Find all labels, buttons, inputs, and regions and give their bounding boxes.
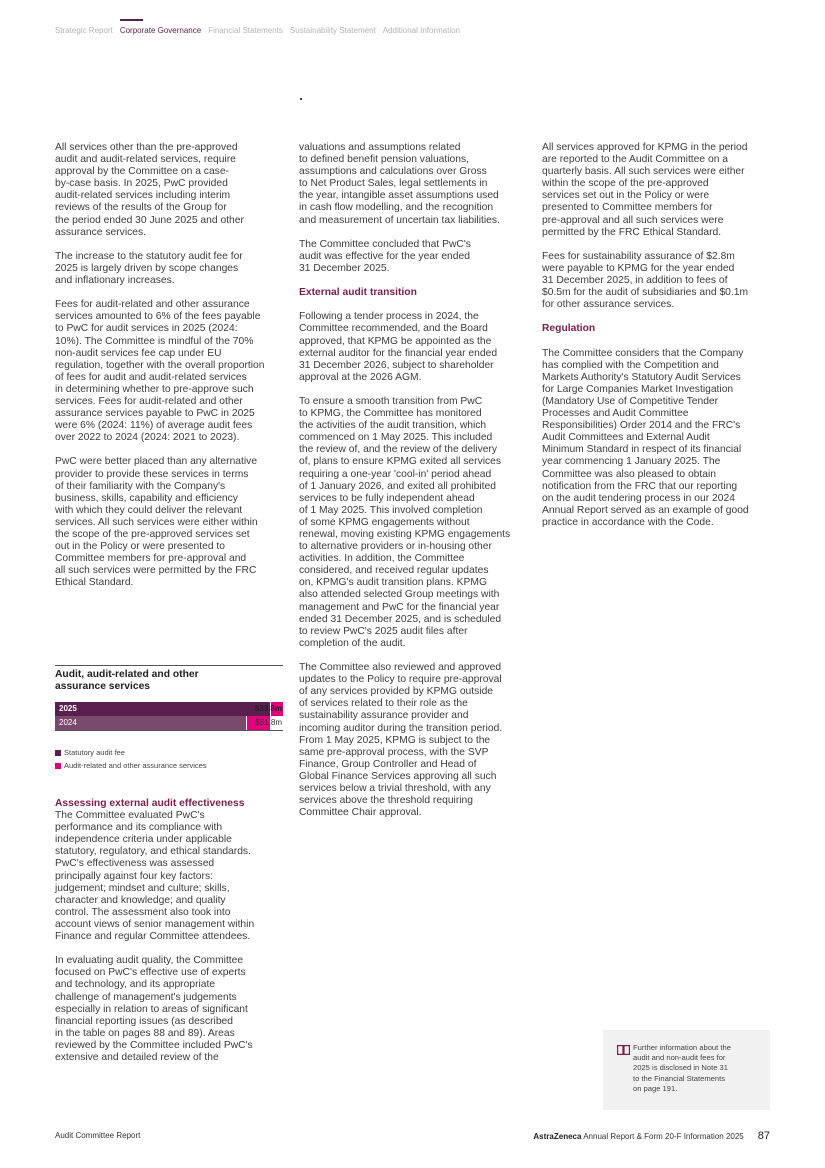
further-info-box [603,1030,770,1110]
nav-financial-statements[interactable]: Financial Statements [208,26,283,35]
page-number: 87 [757,1130,770,1142]
column-1 [55,142,291,602]
paragraph: All services approved for KPMG in the period are reported to the Audit Committee on a quarterly basis. All such services were either within the scope of the pre-approved services set out in the Policy or were presented to Committee members for pre-approval and all such services were permitted by the FRC Ethical Standard. [542,142,748,238]
legend-item-other [55,759,283,772]
nav-sustainability-statement[interactable]: Sustainability Statement [289,26,376,35]
paragraph: To ensure a smooth transition from PwC to KPMG, the Committee has monitored the activities of the audit transition, which commenced on 1 May 2025. This included the review of, and the review of the delivery of, plans to ensure KPMG exited all services requiring a one-year 'cool-in' period ahead of 1 January 2026, and exited all prohibited services to be fully independent ahead of 1 May 2025. This involved completion of some KPMG engagements without renewal, moving existing KPMG engagements to alternative providers or in-housing other activities. In addition, the Committee considered, and received regular updates on, KPMG's audit transition plans. KPMG also attended selected Group meetings with management and PwC for the financial year ended 31 December 2025, and is scheduled to review PwC's 2025 audit files after completion of the audit. [299,395,511,649]
footer-document-info [533,1130,770,1142]
nav-additional-information[interactable]: Additional Information [382,26,461,35]
footer-section-title: Audit Committee Report [55,1131,141,1140]
paragraph: Following a tender process in 2024, the Committee recommended, and the Board approved, that KPMG be appointed as the external auditor for the financial year ended 31 December 2026, subject to shareholder approval at the 2026 AGM. [299,311,498,383]
footer-doc-title: Annual Report & Form 20-F Information 2025 [583,1132,744,1141]
decorative-dot [300,98,302,100]
column-3 [542,142,774,541]
fees-chart [55,665,283,1076]
heading-assessing-effectiveness: Assessing external audit effectiveness [55,798,245,809]
legend-swatch-statutory [55,750,61,756]
book-icon [617,1042,630,1060]
legend-label-statutory: Statutory audit fee [64,748,125,757]
nav-strategic-report[interactable]: Strategic Report [55,26,113,35]
chart-bars [55,702,283,731]
paragraph: The Committee considers that the Company has complied with the Competition and Markets Authority's Statutory Audit Services for Large Companies Market Investigation (Mandatory Use of Competitive Tender Processes and Audit Committee Responsibilities) Order 2014 and the FRC's Audit Committees and External Audit Minimum Standard in respect of its financial year commencing 1 January 2025. The Committee was also pleased to obtain notification from the FRC that our reporting on the audit tendering process in our 2024 Annual Report served as an example of good practice in accordance with the Code. [542,347,749,528]
bar-row-2024 [55,716,283,730]
chart-legend [55,746,283,772]
section-nav [55,26,467,35]
paragraph: The increase to the statutory audit fee for 2025 is largely driven by scope changes and inflationary increases. [55,250,243,287]
bar-row-2025 [55,702,283,716]
paragraph: Fees for sustainability assurance of $2.8m were payable to KPMG for the year ended 31 December 2025, in addition to fees of $0.5m for the audit of subsidiaries and $0.1m for other assurance services. [542,250,749,311]
paragraph: The Committee evaluated PwC's performance and its compliance with independence criteria under applicable statutory, regulatory, and ethical standards. PwC's effectiveness was assessed principally against four key factors: judgement; mindset and culture; skills, character and knowledge; and quality control. The assessment also took into account views of senior management within Finance and regular Committee attendees. [55,810,255,943]
heading-external-audit-transition: External audit transition [299,287,417,299]
legend-swatch-other [55,763,61,769]
bar-2025-value-label: $33.8m [254,704,282,713]
further-info-text: Further information about the audit and non-audit fees for 2025 is disclosed in Note 31 to the Financial Statements on page 191. [633,1043,731,1093]
footer-brand: AstraZeneca [533,1132,582,1141]
paragraph: All services other than the pre-approved audit and audit-related services, require approval by the Committee on a case- by-case basis. In 2025, PwC provided audit-related services including interim reviews of the results of the Group for the period ended 30 June 2025 and other assurance services. [55,142,244,238]
paragraph: Fees for audit-related and other assurance services amounted to 6% of the fees payable to PwC for audit services in 2025 (2024: 10%). The Committee is mindful of the 70% non-audit services fee cap under EU regulation, together with the overall proportion of fees for audit and audit-related services in determining whether to pre-approve such services. Fees for audit-related and other assurance services payable to PwC in 2025 were 6% (2024: 11%) of average audit fees over 2022 to 2024 (2024: 2021 to 2023). [55,299,265,444]
column-1-lower [55,810,291,1064]
bar-2024-value-label: $31.8m [255,718,282,727]
paragraph: The Committee also reviewed and approved updates to the Policy to require pre-approval of any services provided by KPMG outside of services related to their role as the sustainability assurance provider and incoming auditor during the transition period. From 1 May 2025, KPMG is subject to the same pre-approval process, with the SVP Finance, Group Controller and Head of Global Finance Services approving all such services below a trivial threshold, with any services above the threshold requiring Committee Chair approval. [299,662,503,819]
bar-2024-year-label: 2024 [59,718,77,727]
column-2 [299,142,531,831]
chart-title: Audit, audit-related and other assurance services [55,669,199,692]
paragraph: The Committee concluded that PwC's audit was effective for the year ended 31 December 2025. [299,238,471,274]
heading-regulation: Regulation [542,323,596,335]
legend-item-statutory [55,746,283,759]
bar-2025-statutory [55,702,270,716]
bar-2024-statutory [55,716,246,730]
paragraph: In evaluating audit quality, the Committee focused on PwC's effective use of experts and technology, and its appropriate challenge of management's judgements especially in relation to areas of significant financial reporting issues (as described in the table on pages 88 and 89). Areas reviewed by the Committee included PwC's extensive and detailed review of the [55,955,253,1063]
paragraph: PwC were better placed than any alternative provider to provide these services in terms of their familiarity with the Company's business, skills, capability and efficiency with which they could deliver the relevant services. All such services were either within the scope of the pre-approved services set out in the Policy or were presented to Committee members for pre-approval and all such services were permitted by the FRC Ethical Standard. [55,456,258,589]
nav-corporate-governance[interactable]: Corporate Governance [119,26,202,35]
chart-top-rule [55,665,283,666]
paragraph: valuations and assumptions related to defined benefit pension valuations, assumptions and calculations over Gross to Net Product Sales, legal settlements in the year, intangible asset assumptions used in cash flow modelling, and the recognition and measurement of uncertain tax liabilities. [299,142,500,226]
bar-2025-year-label: 2025 [59,704,77,713]
chart-bottom-rule [55,730,283,731]
legend-label-other: Audit-related and other assurance services [64,761,207,770]
